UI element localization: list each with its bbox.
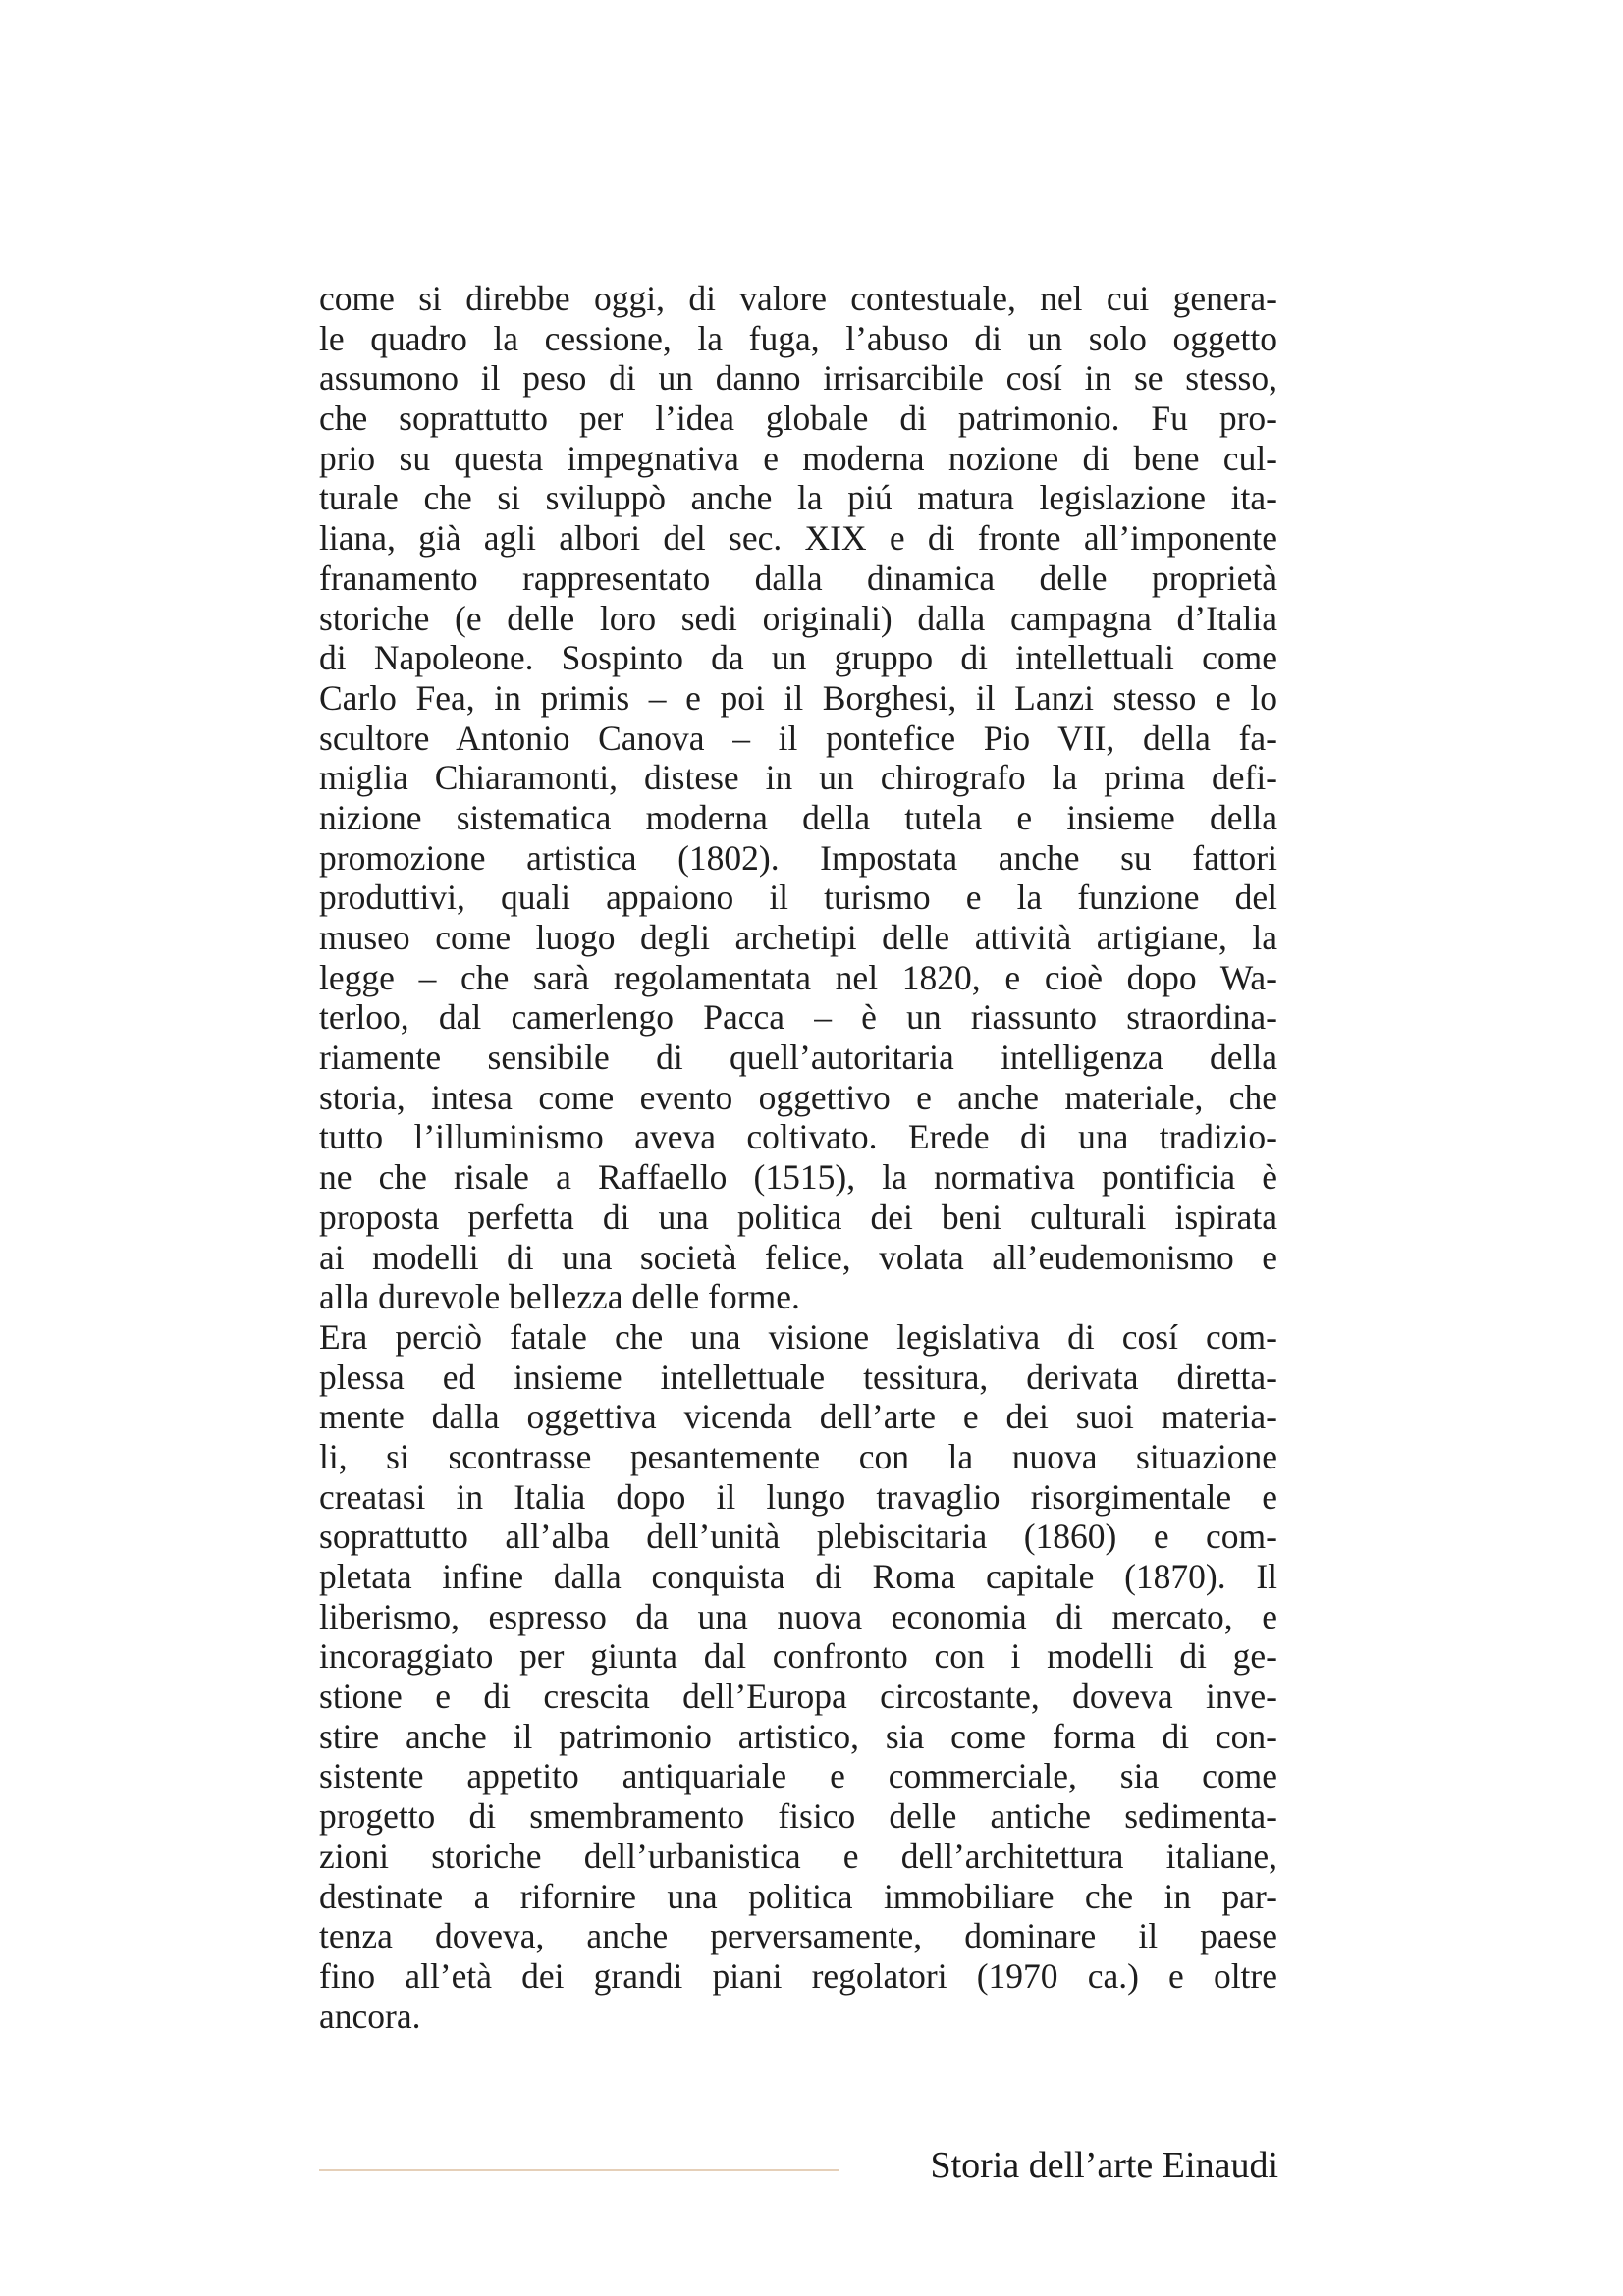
body-text [319,279,1277,2036]
text-line: storia, intesa come evento oggettivo e anche materiale, che [319,1077,1277,1117]
text-line: mente dalla oggettiva vicenda dell’arte e dei suoi materia- [319,1397,1277,1437]
text-line: legge – che sarà regolamentata nel 1820, e cioè dopo Wa- [319,957,1277,997]
text-line: pletata infine dalla conquista di Roma capitale (1870). Il [319,1557,1277,1596]
text-line: terloo, dal camerlengo Pacca – è un riassunto straordina- [319,997,1277,1038]
text-line: museo come luogo degli archetipi delle attività artigiane, la [319,918,1277,957]
text-line: zioni storiche dell’urbanistica e dell’architettura italiane, [319,1836,1277,1876]
text-line: che soprattutto per l’idea globale di patrimonio. Fu pro- [319,399,1277,439]
text-line: miglia Chiaramonti, distese in un chirografo la prima defi- [319,758,1277,798]
text-line: assumono il peso di un danno irrisarcibile cosí in se stesso, [319,358,1277,399]
text-line: liberismo, espresso da una nuova economia di mercato, e [319,1596,1277,1636]
text-line: ne che risale a Raffaello (1515), la normativa pontificia è [319,1157,1277,1198]
footer-divider [319,2169,839,2171]
text-line: creatasi in Italia dopo il lungo travaglio risorgimentale e [319,1476,1277,1517]
text-line: Era perciò fatale che una visione legislativa di cosí com- [319,1316,1277,1357]
text-line: li, si scontrasse pesantemente con la nuova situazione [319,1436,1277,1476]
text-line: di Napoleone. Sospinto da un gruppo di intellettuali come [319,638,1277,678]
text-line: tutto l’illuminismo aveva coltivato. Erede di una tradizio- [319,1117,1277,1157]
text-line: soprattutto all’alba dell’unità plebiscitaria (1860) e com- [319,1517,1277,1557]
text-line: come si direbbe oggi, di valore contestuale, nel cui genera- [319,279,1277,318]
text-line: plessa ed insieme intellettuale tessitura, derivata diretta- [319,1357,1277,1397]
text-line: Carlo Fea, in primis – e poi il Borghesi, il Lanzi stesso e lo [319,677,1277,718]
text-line: scultore Antonio Canova – il pontefice Pio VII, della fa- [319,718,1277,758]
paragraph-end-line: ancora. [319,1996,421,2036]
text-line: stione e di crescita dell’Europa circostante, doveva inve- [319,1677,1277,1717]
text-line: nizione sistematica moderna della tutela e insieme della [319,797,1277,837]
text-line: incoraggiato per giunta dal confronto con i modelli di ge- [319,1636,1277,1677]
text-line: franamento rappresentato dalla dinamica delle proprietà [319,558,1277,598]
text-line: storiche (e delle loro sedi originali) dalla campagna d’Italia [319,598,1277,638]
paragraph-end-line: alla durevole bellezza delle forme. [319,1277,800,1317]
text-line: proposta perfetta di una politica dei beni culturali ispirata [319,1197,1277,1237]
text-line: turale che si sviluppò anche la piú matura legislazione ita- [319,478,1277,518]
text-line: le quadro la cessione, la fuga, l’abuso di un solo oggetto [319,318,1277,358]
text-line: promozione artistica (1802). Impostata anche su fattori [319,837,1277,878]
text-line: ai modelli di una società felice, volata all’eudemonismo e [319,1237,1277,1277]
text-line: stire anche il patrimonio artistico, sia come forma di con- [319,1716,1277,1756]
text-line: destinate a rifornire una politica immobiliare che in par- [319,1876,1277,1916]
text-line: riamente sensibile di quell’autoritaria intelligenza della [319,1038,1277,1078]
text-line: produttivi, quali appaiono il turismo e la funzione del [319,878,1277,918]
text-line: tenza doveva, anche perversamente, dominare il paese [319,1916,1277,1956]
footer-publication-title: Storia dell’arte Einaudi [930,2145,1278,2186]
text-line: sistente appetito antiquariale e commerciale, sia come [319,1756,1277,1796]
text-line: liana, già agli albori del sec. XIX e di fronte all’imponente [319,518,1277,559]
text-line: prio su questa impegnativa e moderna nozione di bene cul- [319,438,1277,478]
text-line: progetto di smembramento fisico delle antiche sedimenta- [319,1796,1277,1837]
text-line: fino all’età dei grandi piani regolatori (1970 ca.) e oltre [319,1955,1277,1996]
